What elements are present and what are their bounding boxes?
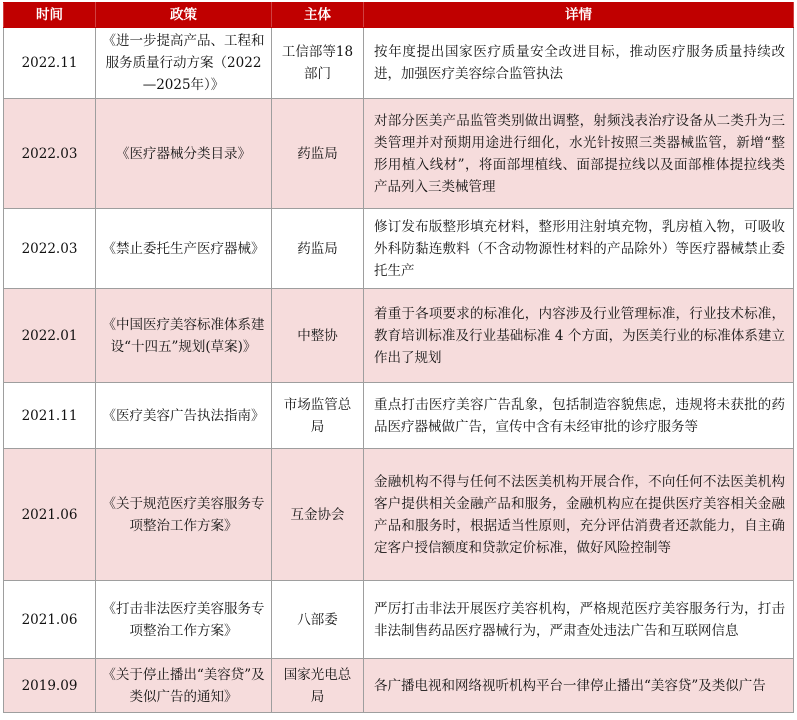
- cell-policy: 《中国医疗美容标准体系建设“十四五”规划(草案)》: [96, 289, 272, 383]
- header-policy: 政策: [96, 3, 272, 28]
- table-row: [4, 449, 794, 581]
- header-detail: 详情: [364, 3, 794, 28]
- cell-body: 中整协: [272, 289, 364, 383]
- cell-policy: 《进一步提高产品、工程和服务质量行动方案（2022—2025年）》: [96, 28, 272, 99]
- table-row: [4, 383, 794, 449]
- cell-policy: 《打击非法医疗美容服务专项整治工作方案》: [96, 581, 272, 659]
- header-body: 主体: [272, 3, 364, 28]
- cell-body: 八部委: [272, 581, 364, 659]
- table-header: [4, 3, 794, 28]
- table-row: [4, 209, 794, 289]
- cell-body: 工信部等18部门: [272, 28, 364, 99]
- table-row: [4, 99, 794, 209]
- cell-time: 2019.09: [4, 659, 96, 713]
- policy-table: [3, 2, 794, 713]
- cell-body: 国家光电总局: [272, 659, 364, 713]
- cell-detail: 着重于各项要求的标准化，内容涉及行业管理标准，行业技术标准，教育培训标准及行业基础标准 4 个方面，为医美行业的标准体系建立作出了规划: [364, 289, 794, 383]
- cell-time: 2022.03: [4, 99, 96, 209]
- cell-policy: 《关于停止播出“美容贷”及类似广告的通知》: [96, 659, 272, 713]
- cell-body: 互金协会: [272, 449, 364, 581]
- header-time: 时间: [4, 3, 96, 28]
- cell-detail: 修订发布版整形填充材料，整形用注射填充物，乳房植入物，可吸收外科防黏连敷料（不含动物源性材料的产品除外）等医疗器械禁止委托生产: [364, 209, 794, 289]
- cell-policy: 《禁止委托生产医疗器械》: [96, 209, 272, 289]
- cell-body: 药监局: [272, 99, 364, 209]
- cell-body: 药监局: [272, 209, 364, 289]
- cell-time: 2022.03: [4, 209, 96, 289]
- cell-detail: 按年度提出国家医疗质量安全改进目标，推动医疗服务质量持续改进，加强医疗美容综合监管执法: [364, 28, 794, 99]
- cell-detail: 各广播电视和网络视听机构平台一律停止播出“美容贷”及类似广告: [364, 659, 794, 713]
- cell-policy: 《医疗器械分类目录》: [96, 99, 272, 209]
- table-body: [4, 28, 794, 713]
- cell-time: 2021.11: [4, 383, 96, 449]
- cell-detail: 严厉打击非法开展医疗美容机构，严格规范医疗美容服务行为，打击非法制售药品医疗器械行为，严肃查处违法广告和互联网信息: [364, 581, 794, 659]
- cell-policy: 《关于规范医疗美容服务专项整治工作方案》: [96, 449, 272, 581]
- cell-detail: 对部分医美产品监管类别做出调整，射频浅表治疗设备从二类升为三类管理并对预期用途进行细化，水光针按照三类器械监管，新增“整形用植入线材”，将面部埋植线、面部提拉线以及面部椎体提拉线类产品列入三类械管理: [364, 99, 794, 209]
- cell-body: 市场监管总局: [272, 383, 364, 449]
- policy-table-container: [3, 2, 793, 713]
- table-row: [4, 289, 794, 383]
- cell-time: 2021.06: [4, 581, 96, 659]
- cell-detail: 重点打击医疗美容广告乱象，包括制造容貌焦虑，违规将未获批的药品医疗器械做广告，宣传中含有未经审批的诊疗服务等: [364, 383, 794, 449]
- cell-time: 2021.06: [4, 449, 96, 581]
- cell-time: 2022.01: [4, 289, 96, 383]
- table-row: [4, 28, 794, 99]
- header-row: [4, 3, 794, 28]
- table-row: [4, 659, 794, 713]
- table-row: [4, 581, 794, 659]
- cell-policy: 《医疗美容广告执法指南》: [96, 383, 272, 449]
- cell-detail: 金融机构不得与任何不法医美机构开展合作，不向任何不法医美机构客户提供相关金融产品和服务，金融机构应在提供医疗美容相关金融产品和服务时，根据适当性原则，充分评估消费者还款能力，自主确定客户授信额度和贷款定价标准，做好风险控制等: [364, 449, 794, 581]
- cell-time: 2022.11: [4, 28, 96, 99]
